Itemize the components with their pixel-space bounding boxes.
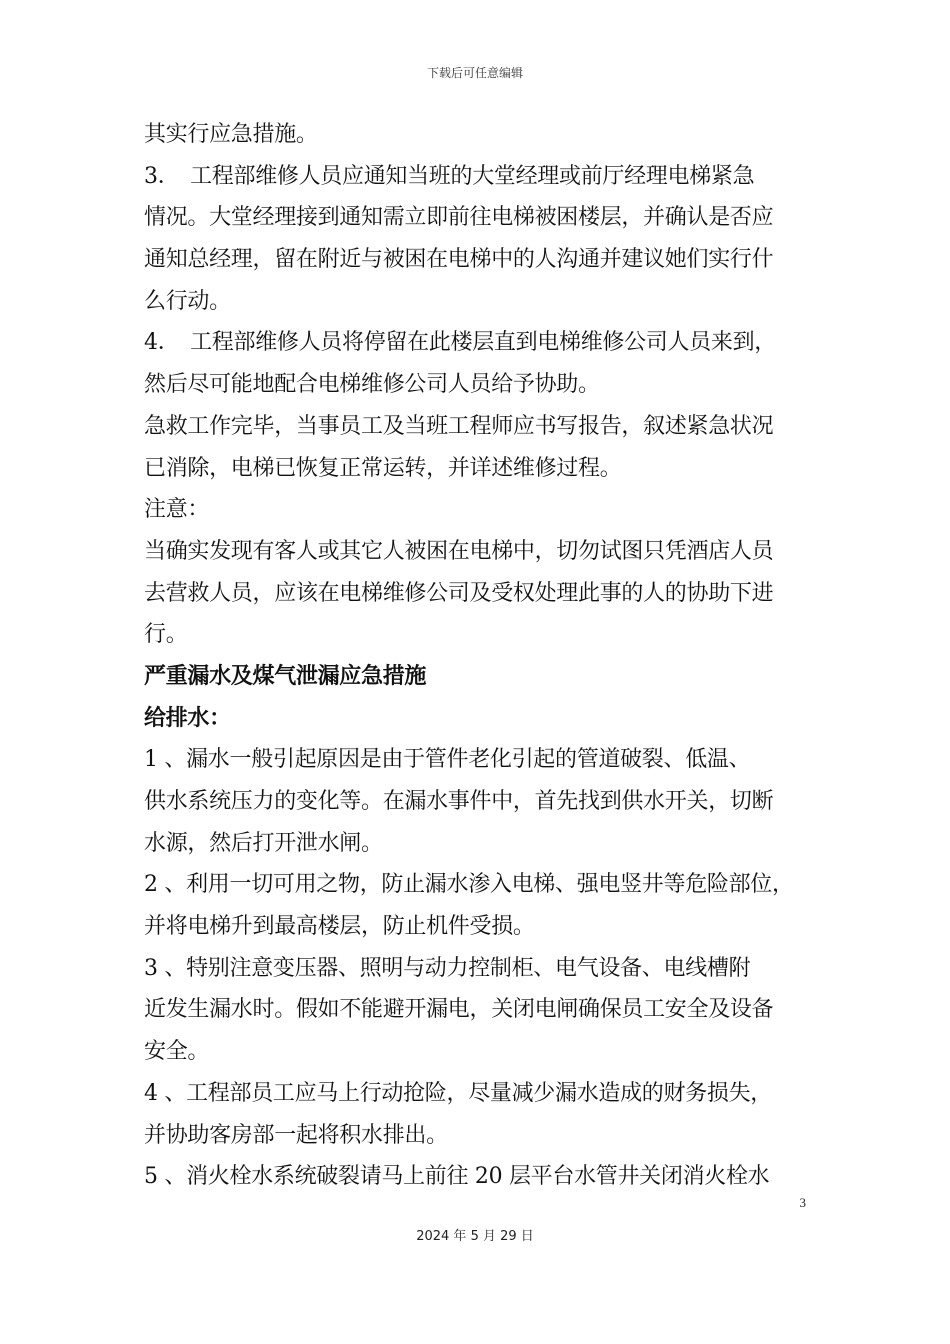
page-header: 下载后可任意编辑 (426, 66, 523, 80)
text-line: 并协助客房部一起将积水排出。 (144, 1122, 448, 1148)
text-line: 近发生漏水时。假如不能避开漏电，关闭电闸确保员工安全及设备 (144, 997, 774, 1023)
subsection-heading: 给排水： (144, 704, 231, 731)
text-line: 供水系统压力的变化等。在漏水事件中，首先找到供水开关，切断 (144, 789, 774, 814)
text-line: 水源，然后打开泄水闸。 (144, 830, 383, 856)
page-number: 3 (799, 1195, 806, 1210)
text-line: 情况。大堂经理接到通知需立即前往电梯被困楼层，并确认是否应 (144, 205, 774, 231)
text-line: 急救工作完毕，当事员工及当班工程师应书写报告，叙述紧急状况 (144, 413, 774, 439)
text-line: 去营救人员，应该在电梯维修公司及受权处理此事的人的协助下进 (144, 580, 774, 606)
text-line: 4 、工程部员工应马上行动抢险，尽量减少漏水造成的财务损失， (144, 1080, 772, 1106)
text-line: 3． 工程部维修人员应通知当班的大堂经理或前厅经理电梯紧急 (144, 163, 755, 189)
text-line: 当确实发现有客人或其它人被困在电梯中，切勿试图只凭酒店人员 (144, 538, 774, 564)
text-line: 通知总经理，留在附近与被困在电梯中的人沟通并建议她们实行什 (144, 247, 774, 273)
text-line: 然后尽可能地配合电梯维修公司人员给予协助。 (144, 372, 600, 398)
text-line: 行。 (144, 622, 188, 648)
document-body (144, 114, 814, 1198)
text-line: 注意： (144, 497, 210, 523)
section-heading: 严重漏水及煤气泄漏应急措施 (144, 662, 427, 689)
text-line: 5 、消火栓水系统破裂请马上前往 20 层平台水管井关闭消火栓水 (144, 1164, 770, 1190)
text-line: 么行动。 (144, 288, 231, 314)
text-line: 已消除，电梯已恢复正常运转，并详述维修过程。 (144, 455, 622, 481)
page-footer-date: 2024 年 5 月 29 日 (416, 1229, 534, 1244)
text-line: 其实行应急措施。 (144, 122, 318, 147)
text-line: 4． 工程部维修人员将停留在此楼层直到电梯维修公司人员来到， (144, 330, 776, 356)
text-line: 2 、利用一切可用之物，防止漏水渗入电梯、强电竖井等危险部位， (144, 872, 794, 898)
text-line: 安全。 (144, 1039, 210, 1065)
text-line: 3 、特别注意变压器、照明与动力控制柜、电气设备、电线槽附 (144, 955, 751, 981)
text-line: 1 、漏水一般引起原因是由于管件老化引起的管道破裂、低温、 (144, 747, 751, 773)
text-line: 并将电梯升到最高楼层，防止机件受损。 (144, 914, 535, 940)
